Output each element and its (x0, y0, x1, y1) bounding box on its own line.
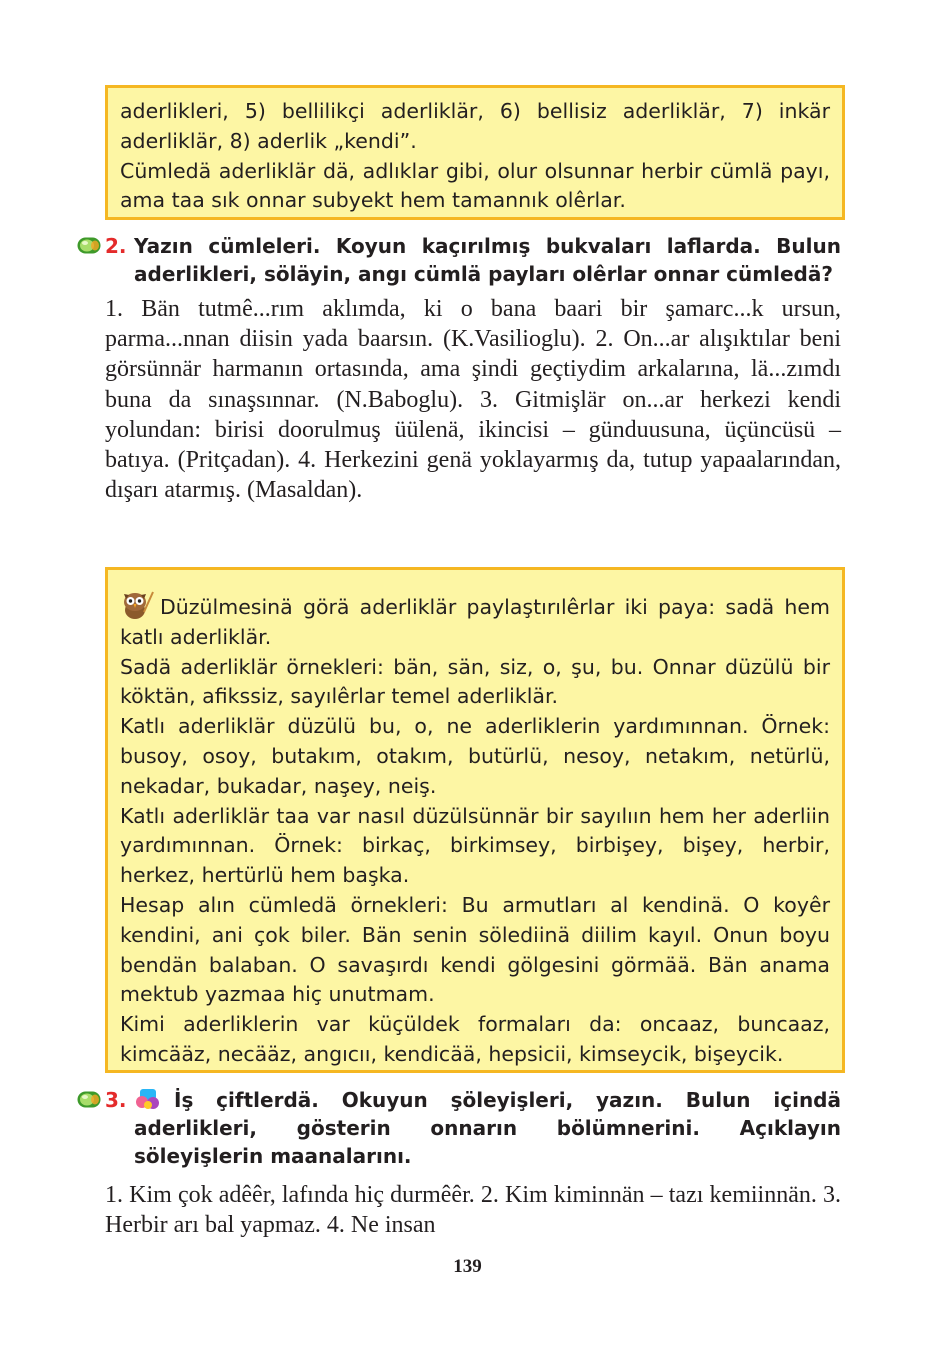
task-instruction (134, 1086, 841, 1170)
rule-text-2: Sadä aderliklär örnekleri: bän, sän, siz, o, şu, bu. Onnar düzülü bir köktän, afikssiz, sayılêrlar temel aderliklär. (120, 654, 830, 709)
task-2 (77, 232, 841, 288)
rule-text-5: Hesap alın cümledä örnekleri: Bu armutları al kendinä. O koyêr kendini, ani çok biler. Bän senin sölediinä diilim kayıl. Onun boyu bendän balaban. O savaşırdı kendi gölgesini görmää. Bän anama mektub yazmaa hiç unutmam. (120, 892, 830, 1007)
green-pill-icon (77, 1091, 101, 1108)
rule-text-1-content: Düzülmesinä görä aderliklär paylaştırılêrlar iki paya: sadä hem katlı aderliklär. (120, 595, 830, 649)
task-3 (77, 1086, 841, 1170)
rule-text-6: Kimi aderliklerin var küçüldek formaları da: oncaaz, buncaaz, kimcääz, necääz, angıcıı, kendicää, hepsicii, kimseycik, bişeycik. (120, 1012, 830, 1066)
rule-text-1 (120, 590, 830, 653)
info-text-2: Cümledä aderliklär dä, adlıklar gibi, olur olsunnar herbir cümlä payı, ama taa sık onnar subyekt hem tamannık olêrlar. (120, 158, 830, 213)
info-box-top (105, 85, 845, 220)
exercise-text: 1. Kim çok adêêr, lafında hiç durmêêr. 2. Kim kiminnän – tazı kemiinnän. 3. Herbir arı bal yapmaz. 4. Ne insan (105, 1182, 841, 1239)
info-text-1: aderlikleri, 5) bellilikçi aderliklär, 6) bellisiz aderliklär, 7) inkär aderliklär, 8) aderlik „kendi”. (120, 99, 830, 153)
pair-work-icon (134, 1088, 162, 1110)
exercise-text: 1. Bän tutmê...rım aklımda, ki o bana baari bir şamarc...k ursun, parma...nnan diisin yada baarsın. (K.Vasilioglu). 2. On...ar alışıktılar beni görsünnär harmanın ortasında, ama şindi geçtiydim arkalarına, lä...zımdı buna da sınaşsınnar. (N.Baboglu). 3. Gitmişlär on...ar herkezi kendi yolundan: birisi doorulmuş üülenä, ikincisi – günduusuna, üçüncüsü – batıya. (Pritçadan). 4. Herkezini genä yoklayarmış da, tutup yapaalarından, dışarı atarmış. (Masaldan). (105, 296, 841, 504)
task-instruction-text: İş çiftlerdä. Okuyun şöleyişleri, yazın. Bulun içindä aderlikleri, gösterin onnarın bölümnerini. Açıklayın söleyişlerin maanalarını. (134, 1088, 841, 1168)
task-number: 2. (105, 234, 127, 258)
task-instruction: Yazın cümleleri. Koyun kaçırılmış bukvaları laflarda. Bulun aderlikleri, söläyin, angı cümlä payları olêrlar onnar cümledä? (134, 234, 841, 286)
rule-text-4: Katlı aderliklär taa var nasıl düzülsünnär bir sayılıın hem her aderliin yardımınnan. Örnek: birkaç, birkimsey, birbişey, bişey, herbir, herkez, hertürlü hem başka. (120, 803, 830, 888)
green-pill-icon (77, 237, 101, 254)
rule-box (105, 567, 845, 1073)
task-number: 3. (105, 1088, 127, 1112)
owl-teacher-icon (120, 590, 154, 620)
rule-text-3: Katlı aderliklär düzülü bu, o, ne aderliklerin yardımınnan. Örnek: busoy, osoy, butakım, otakım, butürlü, nesoy, netakım, netürlü, nekadar, bukadar, naşey, neiş. (120, 714, 830, 798)
page-number: 139 (453, 1256, 482, 1277)
